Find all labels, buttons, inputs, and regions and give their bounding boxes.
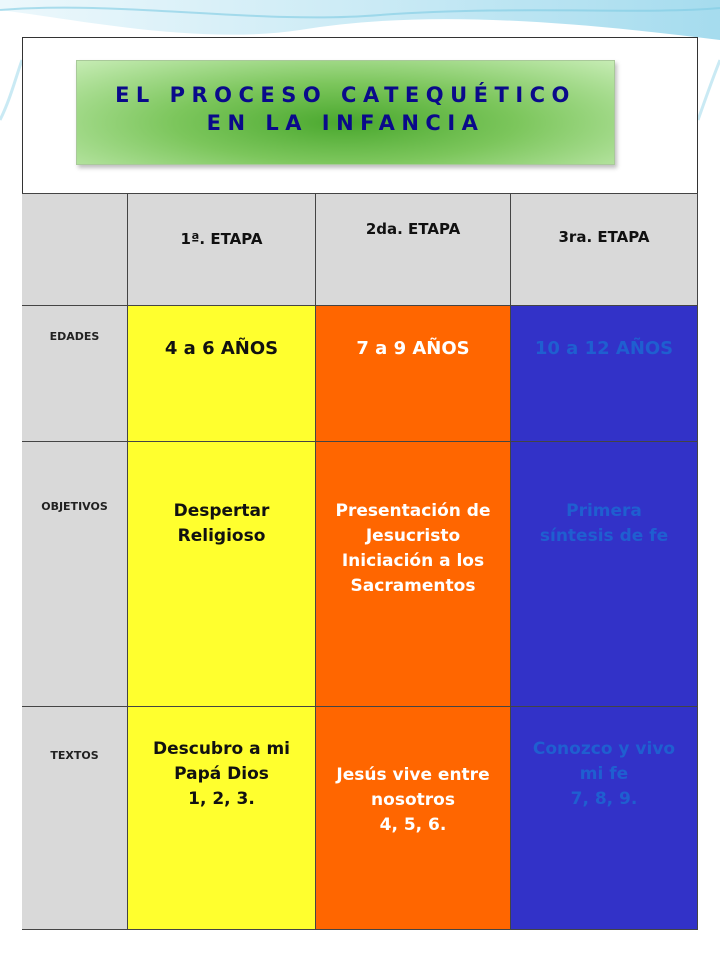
text-line: 4, 5, 6. — [379, 815, 447, 835]
row-label-objetivos — [22, 442, 128, 707]
text-line: Conozco y vivo — [532, 739, 676, 759]
header-stage-1-label: 1ª. ETAPA — [180, 230, 263, 248]
title-banner — [76, 60, 615, 165]
objective-stage-1 — [128, 442, 316, 707]
row-label-textos — [22, 707, 128, 930]
header-stage-3 — [511, 193, 698, 306]
header-stage-2-label: 2da. ETAPA — [365, 220, 461, 238]
age-value: 4 a 6 AÑOS — [164, 338, 279, 359]
objective-line: Religioso — [177, 526, 266, 546]
age-stage-3 — [511, 306, 698, 442]
objective-line: Jesucristo — [365, 526, 461, 546]
header-corner — [22, 193, 128, 306]
text-stage-2 — [316, 707, 511, 930]
row-label-text: EDADES — [49, 330, 100, 343]
text-line: 7, 8, 9. — [570, 789, 638, 809]
objective-line: síntesis de fe — [539, 526, 669, 546]
header-stage-3-label: 3ra. ETAPA — [558, 228, 650, 246]
text-line: Papá Dios — [174, 764, 269, 784]
text-line: nosotros — [371, 790, 455, 810]
text-stage-1 — [128, 707, 316, 930]
objective-line: Sacramentos — [350, 576, 476, 596]
header-stage-2 — [316, 193, 511, 306]
row-label-text: TEXTOS — [50, 749, 99, 762]
row-label-edades — [22, 306, 128, 442]
objective-line: Iniciación a los — [341, 551, 485, 571]
text-line: Descubro a mi — [152, 739, 291, 759]
objective-stage-2 — [316, 442, 511, 707]
age-value: 10 a 12 AÑOS — [534, 338, 674, 359]
header-stage-1 — [128, 193, 316, 306]
row-label-text: OBJETIVOS — [41, 500, 108, 513]
text-line: mi fe — [579, 764, 629, 784]
objective-line: Presentación de — [335, 501, 491, 521]
title-line-1: EL PROCESO CATEQUÉTICO — [115, 83, 576, 107]
text-stage-3 — [511, 707, 698, 930]
age-value: 7 a 9 AÑOS — [356, 338, 470, 359]
objective-stage-3 — [511, 442, 698, 707]
objective-line: Primera — [566, 501, 642, 521]
text-line: Jesús vive entre — [336, 765, 490, 785]
objective-line: Despertar — [173, 501, 270, 521]
age-stage-2 — [316, 306, 511, 442]
title-line-2: EN LA INFANCIA — [206, 111, 485, 135]
age-stage-1 — [128, 306, 316, 442]
text-line: 1, 2, 3. — [188, 789, 255, 809]
